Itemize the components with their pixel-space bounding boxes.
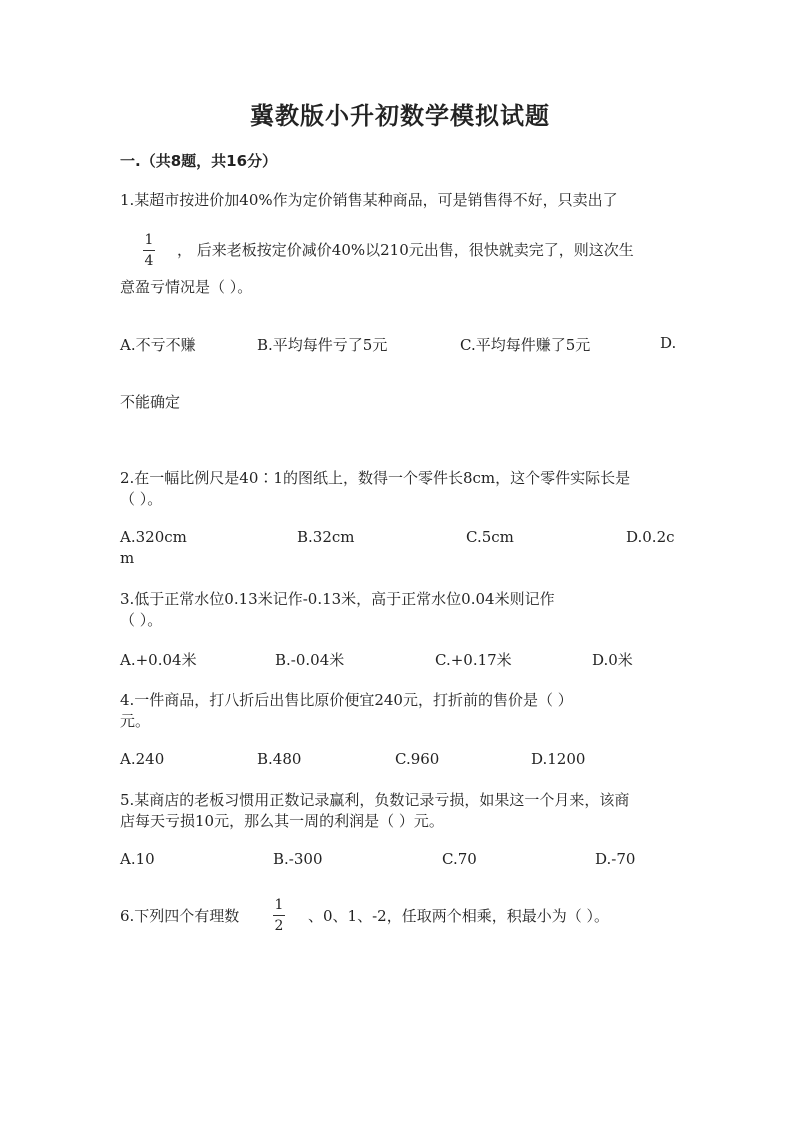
- q3-option-a: A.+0.04米: [120, 651, 197, 669]
- q2-option-c: C.5cm: [466, 528, 514, 546]
- q4-line2: 元。: [120, 712, 151, 730]
- q1-fraction-denominator: 4: [144, 253, 154, 269]
- q3-line1: 3.低于正常水位0.13米记作-0.13米，高于正常水位0.04米则记作: [120, 590, 555, 608]
- q3-option-c: C.+0.17米: [435, 651, 512, 669]
- q1-line3: 意盈亏情况是（ ）。: [120, 278, 253, 296]
- q1-line2: ， 后来老板按定价减价40%以210元出售，很快就卖完了，则这次生: [177, 241, 634, 259]
- q5-option-a: A.10: [120, 850, 155, 868]
- q3-option-b: B.-0.04米: [275, 651, 345, 669]
- q3-line2: （ ）。: [120, 611, 163, 629]
- q5-option-d: D.-70: [595, 850, 636, 868]
- q1-option-c: C.平均每件赚了5元: [460, 336, 591, 354]
- q2-line2: （ ）。: [120, 490, 163, 508]
- q1-option-d: D.: [660, 334, 677, 352]
- section-heading: 一.（共8题，共16分）: [120, 152, 278, 170]
- fraction-bar: [273, 915, 285, 916]
- q4-option-d: D.1200: [531, 750, 586, 768]
- q6-suffix: 、0、1、-2，任取两个相乘，积最小为（ ）。: [308, 907, 609, 925]
- q1-line1: 1.某超市按进价加40%作为定价销售某种商品，可是销售得不好，只卖出了: [120, 191, 618, 209]
- q2-line1: 2.在一幅比例尺是40∶1的图纸上，数得一个零件长8cm，这个零件实际长是: [120, 469, 631, 487]
- q2-option-b: B.32cm: [297, 528, 355, 546]
- page-title: 冀教版小升初数学模拟试题: [250, 102, 550, 130]
- q3-option-d: D.0米: [592, 651, 633, 669]
- q5-line1: 5.某商店的老板习惯用正数记录赢利，负数记录亏损，如果这一个月来，该商: [120, 791, 630, 809]
- q4-option-b: B.480: [257, 750, 302, 768]
- q1-option-d-continued: 不能确定: [120, 393, 181, 411]
- q2-option-d: D.0.2c: [626, 528, 675, 546]
- q5-line2: 店每天亏损10元，那么其一周的利润是（ ）元。: [120, 812, 444, 830]
- q1-option-a: A.不亏不赚: [120, 336, 196, 354]
- q4-option-a: A.240: [120, 750, 165, 768]
- q2-option-a: A.320cm: [120, 528, 187, 546]
- q4-line1: 4.一件商品，打八折后出售比原价便宜240元，打折前的售价是（ ）: [120, 691, 573, 709]
- q5-option-c: C.70: [442, 850, 477, 868]
- q6-fraction-numerator: 1: [274, 897, 284, 913]
- q6-fraction: [273, 897, 285, 934]
- q5-option-b: B.-300: [273, 850, 323, 868]
- q4-option-c: C.960: [395, 750, 440, 768]
- q6-prefix: 6.下列四个有理数: [120, 907, 240, 925]
- q6-fraction-denominator: 2: [274, 918, 284, 934]
- q1-fraction: [143, 232, 155, 269]
- fraction-bar: [143, 250, 155, 251]
- q2-option-d-continued: m: [120, 549, 135, 567]
- q1-fraction-numerator: 1: [144, 232, 154, 248]
- q1-option-b: B.平均每件亏了5元: [257, 336, 388, 354]
